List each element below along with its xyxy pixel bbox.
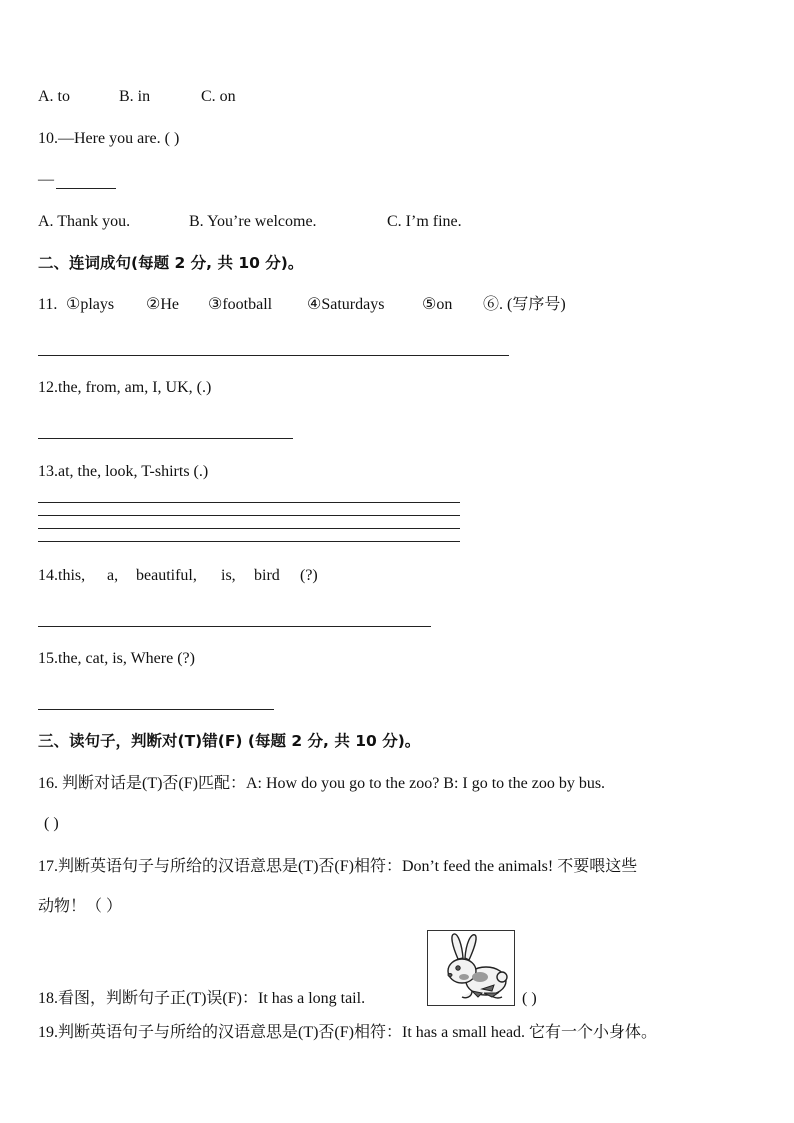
section3-heading: 三、读句子，判断对(T)错(F) (每题 2 分, 共 10 分)。: [38, 732, 421, 750]
q10-option-b: B. You’re welcome.: [189, 213, 317, 230]
q11-word-4: ④Saturdays: [307, 296, 385, 313]
q10-option-c: C. I’m fine.: [387, 213, 462, 230]
q13-answer-line-3: [38, 528, 460, 529]
q12-answer-line: [38, 438, 293, 439]
q11-word-3: ③football: [208, 296, 273, 313]
q16-answer-paren: ( ): [44, 815, 59, 832]
q14-word-6: (?): [300, 567, 318, 584]
q13-text: 13.at, the, look, T-shirts (.): [38, 463, 209, 480]
q15-answer-line: [38, 709, 274, 710]
q10-dash: —: [38, 171, 54, 188]
q17-text-cont: 动物！（ ）: [38, 898, 123, 915]
q13-answer-line-2: [38, 515, 460, 516]
section2-heading: 二、连词成句(每题 2 分, 共 10 分)。: [38, 254, 304, 272]
q15-text: 15.the, cat, is, Where (?): [38, 650, 195, 667]
q14-word-2: a,: [107, 567, 119, 584]
rabbit-picture: [427, 930, 515, 1006]
q9-option-a: A. to: [38, 88, 70, 105]
q14-word-5: bird: [254, 567, 280, 584]
q13-answer-line-1: [38, 502, 460, 503]
q14-word-3: beautiful,: [136, 567, 197, 584]
q12-text: 12.the, from, am, I, UK, (.): [38, 379, 212, 396]
rabbit-icon: [428, 931, 514, 1005]
q11-word-5: ⑤on: [422, 296, 453, 313]
q9-option-c: C. on: [201, 88, 236, 105]
q16-text: 16. 判断对话是(T)否(F)匹配：A: How do you go to the zoo? B: I go to the zoo by bus.: [38, 775, 606, 792]
q13-answer-line-4: [38, 541, 460, 542]
q11-word-1: ①plays: [66, 296, 115, 313]
q11-word-2: ②He: [146, 296, 179, 313]
q11-number: 11.: [38, 296, 58, 313]
q14-word-1: 14.this,: [38, 567, 86, 584]
q14-answer-line: [38, 626, 431, 627]
q14-word-4: is,: [221, 567, 236, 584]
q10-stem: 10.—Here you are. ( ): [38, 130, 180, 147]
q10-option-a: A. Thank you.: [38, 213, 131, 230]
q11-word-6: ⑥. (写序号): [483, 296, 566, 313]
q18-answer-paren: ( ): [522, 990, 537, 1007]
q11-answer-line: [38, 355, 509, 356]
q18-text: 18.看图，判断句子正(T)误(F)：It has a long tail.: [38, 990, 366, 1007]
q19-text: 19.判断英语句子与所给的汉语意思是(T)否(F)相符：It has a small head. 它有一个小身体。: [38, 1024, 658, 1041]
q17-text: 17.判断英语句子与所给的汉语意思是(T)否(F)相符：Don’t feed the animals! 不要喂这些: [38, 858, 638, 875]
q9-option-b: B. in: [119, 88, 151, 105]
q10-answer-line: [56, 188, 116, 189]
